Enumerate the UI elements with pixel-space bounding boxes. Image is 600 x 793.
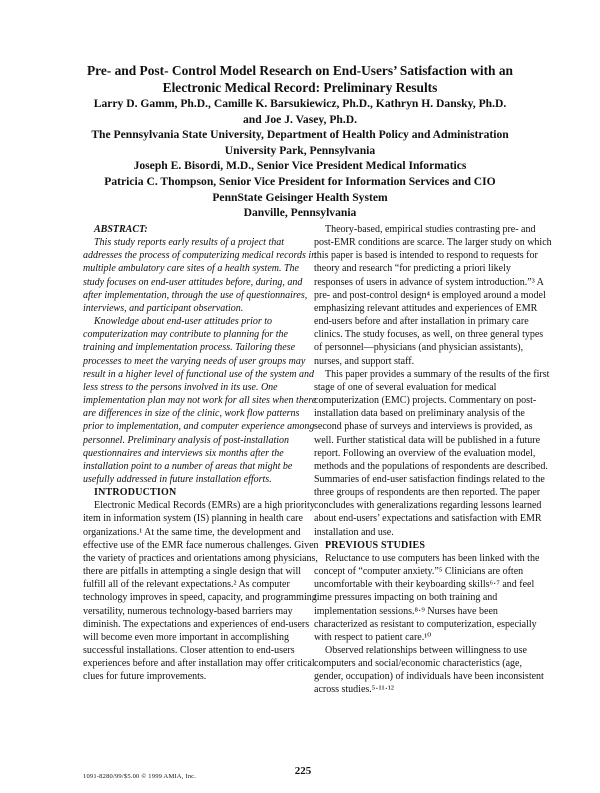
paper-title-line-2: Electronic Medical Record: Preliminary Results	[162, 80, 438, 95]
copyright-footer: 1091-8280/99/$5.00 © 1999 AMIA, Inc.	[83, 773, 197, 780]
abstract-section	[83, 223, 319, 486]
affiliation-line-1: The Pennsylvania State University, Department of Health Policy and Administration	[91, 128, 509, 142]
affiliation-line-4: Patricia C. Thompson, Senior Vice President for Information Services and CIO	[104, 174, 496, 188]
left-column	[83, 223, 319, 683]
previous-studies-section	[314, 539, 552, 697]
introduction-section	[83, 486, 319, 683]
affiliation-line-5: PennState Geisinger Health System	[212, 190, 388, 204]
previous-studies-heading: PREVIOUS STUDIES	[325, 539, 426, 551]
abstract-heading: ABSTRACT:	[94, 224, 148, 235]
affiliation-line-6: Danville, Pennsylvania	[243, 206, 357, 220]
authors-line-1: Larry D. Gamm, Ph.D., Camille K. Barsukiewicz, Ph.D., Kathryn H. Dansky, Ph.D.	[93, 97, 507, 110]
right-paragraph-1: Theory-based, empirical studies contrasting pre- and post-EMR conditions are scarce. The larger study on which this paper is based is intended to respond to requests for theory and research “for predicting a priori likely responses of users in advance of system introduction.”³ A pre- and post-control design⁴ is employed around a model emphasizing relevant attitudes and experiences of EMR end-users before and after installation in primary care clinics. The study focuses, as well, on three general types of personnel—physicians (and physician assistants), nurses, and support staff.	[314, 224, 552, 367]
introduction-heading: INTRODUCTION	[94, 487, 177, 499]
previous-studies-paragraph-1: Reluctance to use computers has been linked with the concept of “computer anxiety.”⁵ Clinicians are often uncomfortable with their keyboarding skills⁶·⁷ and feel time pressures impacting on both training and implementation sessions.⁸·⁹ Nurses have been characterized as resistant to computerization, especially with respect to patient care.¹⁰	[314, 552, 540, 643]
authors-line-2: and Joe J. Vasey, Ph.D.	[242, 112, 358, 126]
right-paragraph-2: This paper provides a summary of the results of the first stage of one of several evaluation for medical computerization (EMC) projects. Commentary on post-installation data based on preliminary analysis of the second phase of surveys and interviews is provided, as well. Further statistical data will be published in a future report. Following an overview of the evaluation model, methods and the populations of respondents are described. Summaries of end-user satisfaction findings related to the three groups of respondents are then reported. The paper concludes with generalizations regarding lessons learned about end-users’ expectations and satisfaction with EMR installation and use.	[314, 368, 550, 538]
paper-title-line-1: Pre- and Post- Control Model Research on End-Users’ Satisfaction with an	[86, 63, 513, 78]
affiliation-line-2: University Park, Pennsylvania	[224, 143, 376, 157]
introduction-paragraph-1: Electronic Medical Records (EMRs) are a high priority item in information system (IS) planning in health care organizations.¹ At the same time, the development and effective use of the EMR face numerous challenges. Given the variety of practices and orientations among physicians, there are pitfalls in attempting a single design that will fulfill all of the relevant expectations.² As computer technology improves in speed, capacity, and programming versatility, numerous technology-based barriers may diminish. The expectations and experiences of end-users will become even more important in accomplishing successful installations. Closer attention to end-users experiences before and after installation may offer critical clues for future improvements.	[83, 500, 319, 683]
paper-header	[60, 62, 540, 221]
affiliation-line-3: Joseph E. Bisordi, M.D., Senior Vice President Medical Informatics	[133, 159, 467, 173]
page-number: 225	[294, 765, 312, 777]
abstract-paragraph-1: This study reports early results of a project that addresses the process of computerizing medical records in multiple ambulatory care sites of a health system. The study focuses on end-user attitudes before, during, and after implementation, through the use of questionnaires, interviews, and participant observation.	[83, 237, 317, 314]
previous-studies-paragraph-2: Observed relationships between willingness to use computers and social/economic characteristics (age, gender, occupation) of individuals have been inconsistent across studies.⁵·¹¹·¹²	[314, 645, 544, 696]
intro-continued-section	[314, 223, 552, 539]
right-column	[314, 223, 552, 697]
abstract-paragraph-2: Knowledge about end-user attitudes prior to computerization may contribute to planning for the training and implementation process. Tailoring these processes to meet the varying needs of user groups may result in a higher level of functional use of the system and less stress to the persons involved in its use. One implementation plan may not work for all sites when there are differences in size of the clinic, work flow patterns prior to implementation, and computer experience among personnel. Preliminary analysis of post-installation questionnaires and interviews six months after the installation point to a number of areas that might be usefully addressed in future installation efforts.	[83, 316, 317, 485]
